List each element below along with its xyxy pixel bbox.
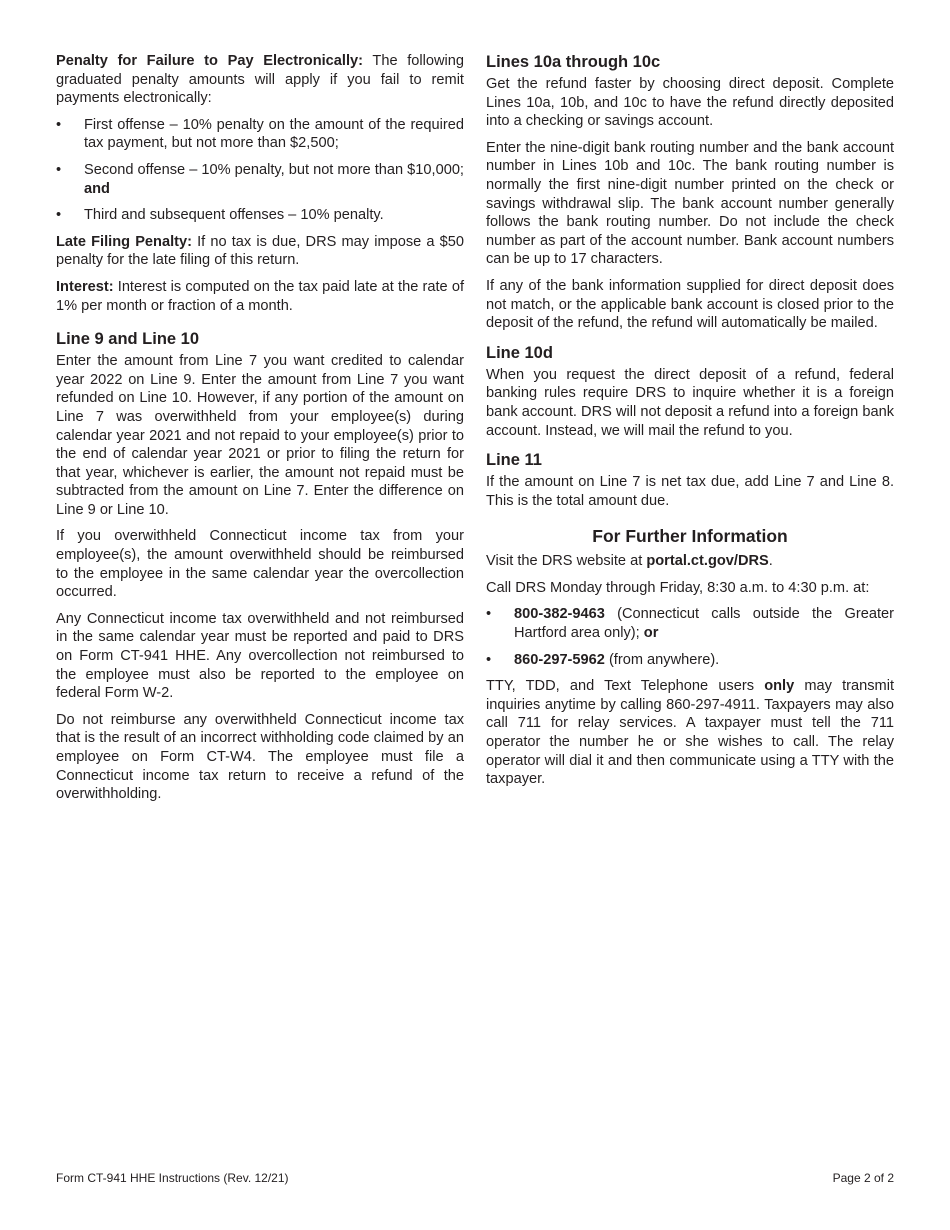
late-filing-paragraph	[56, 233, 464, 270]
penalty-electronic-label: Penalty for Failure to Pay Electronically:	[56, 53, 364, 69]
bullet-glyph: •	[56, 207, 62, 224]
list-item	[486, 651, 894, 670]
right-column	[486, 52, 894, 797]
tty-paragraph	[486, 677, 894, 789]
line10a-heading: Lines 10a through 10c	[486, 53, 661, 71]
penalty-bullet-list	[56, 116, 464, 225]
list-item-bold: and	[84, 180, 110, 197]
list-item	[56, 161, 464, 198]
line10a-paragraph: Enter the nine-digit bank routing number and the bank account number in Lines 10b and 10c. The bank routing number is normally the first nine-digit number printed on the check or savings withdrawal slip. The bank account number generally follows the bank routing number. Do not include the check number as part of the account number. Bank account numbers can be up to 17 characters.	[486, 139, 894, 268]
further-info-heading: For Further Information	[592, 526, 788, 547]
visit-text: Visit the DRS website at	[486, 553, 647, 570]
phone-list	[486, 605, 894, 669]
drs-website-link[interactable]: portal.ct.gov/DRS	[646, 553, 769, 570]
phone-number: 800-382-9463	[514, 606, 605, 623]
bullet-glyph: •	[486, 651, 492, 668]
tty-text-after: may transmit inquiries anytime by calling 860-297-4911. Taxpayers may also call 711 for relay services. A taxpayer must tell the 711 operator the number he or she wishes to call. The relay operator will dial it and then communicate using a TTY with the taxpayer.	[486, 678, 894, 788]
bullet-glyph: •	[486, 606, 492, 623]
line11-heading: Line 11	[486, 451, 542, 470]
line10d-heading: Line 10d	[486, 343, 553, 362]
line9-paragraph: Any Connecticut income tax overwithheld and not reimbursed in the same calendar year must be reported and paid to DRS on Form CT-941 HHE. Any overcollection not reimbursed to the employee must also be reported to the employee on federal Form W-2.	[56, 610, 464, 702]
interest-text: Interest is computed on the tax paid late at the rate of 1% per month or fraction of a month.	[56, 278, 464, 314]
visit-end: .	[768, 553, 773, 570]
penalty-electronic-text: The following graduated penalty amounts will apply if you fail to remit payments electronically:	[56, 53, 464, 107]
footer-page-number: Page 2 of 2	[832, 1171, 894, 1185]
call-paragraph: Call DRS Monday through Friday, 8:30 a.m. to 4:30 p.m. at:	[486, 579, 870, 596]
list-item	[56, 116, 464, 153]
line11-paragraph: If the amount on Line 7 is net tax due, add Line 7 and Line 8. This is the total amount due.	[486, 474, 894, 509]
line9-paragraph: Enter the amount from Line 7 you want credited to calendar year 2022 on Line 9. Enter the amount from Line 7 you want refunded on Line 10. However, if any portion of the amount on Line 7 was overwithheld from your employee(s) during calendar year 2021 and not repaid to your employee(s) prior to the end of calendar year 2021 or prior to filing the return for that year, whichever is earlier, the amount not repaid must be subtracted from the amount on Line 7. Enter the difference on Line 9 or Line 10.	[56, 353, 464, 518]
left-column	[56, 52, 464, 812]
phone-text: (from anywhere).	[604, 651, 720, 668]
list-item	[486, 605, 894, 642]
line9-paragraph: Do not reimburse any overwithheld Connecticut income tax that is the result of an incorrect withholding code claimed by an employee on Form CT-W4. The employee must file a Connecticut income tax return to receive a refund of the overwithholding.	[56, 711, 464, 803]
line10d-paragraph: When you request the direct deposit of a refund, federal banking rules require DRS to inquire whether it is a foreign bank account. DRS will not deposit a refund into a foreign bank account. Instead, we will mail the refund to you.	[486, 366, 894, 439]
phone-number: 860-297-5962	[514, 651, 605, 668]
late-filing-label: Late Filing Penalty:	[56, 233, 192, 250]
visit-paragraph	[486, 552, 894, 571]
line9-heading: Line 9 and Line 10	[56, 330, 200, 349]
line10a-paragraph: Get the refund faster by choosing direct deposit. Complete Lines 10a, 10b, and 10c to have the refund directly deposited into a checking or savings account.	[486, 76, 894, 130]
tty-text-before: TTY, TDD, and Text Telephone users	[486, 678, 765, 695]
bullet-glyph: •	[56, 161, 62, 178]
bullet-glyph: •	[56, 116, 62, 133]
interest-label: Interest:	[56, 278, 114, 295]
tty-bold: only	[764, 678, 795, 695]
phone-text: (Connecticut calls outside the Greater Hartford area only);	[514, 606, 894, 642]
interest-paragraph	[56, 278, 464, 315]
penalty-electronic-paragraph	[56, 52, 464, 108]
list-item	[56, 206, 464, 225]
list-item-text: First offense – 10% penalty on the amount of the required tax payment, but not more than $2,500;	[84, 116, 464, 152]
list-item-text: Second offense – 10% penalty, but not more than $10,000;	[84, 161, 464, 178]
late-filing-text: If no tax is due, DRS may impose a $50 penalty for the late filing of this return.	[56, 233, 464, 269]
line9-paragraph: If you overwithheld Connecticut income tax from your employee(s), the amount overwithheld should be reimbursed to the employee in the same calendar year the overcollection occurred.	[56, 528, 464, 601]
line10a-paragraph: If any of the bank information supplied for direct deposit does not match, or the applicable bank account is closed prior to the deposit of the refund, the refund will automatically be mailed.	[486, 277, 894, 332]
list-item-text: Third and subsequent offenses – 10% penalty.	[84, 207, 384, 224]
footer-form-label: Form CT-941 HHE Instructions (Rev. 12/21)	[56, 1171, 289, 1185]
phone-bold-end: or	[643, 625, 659, 642]
